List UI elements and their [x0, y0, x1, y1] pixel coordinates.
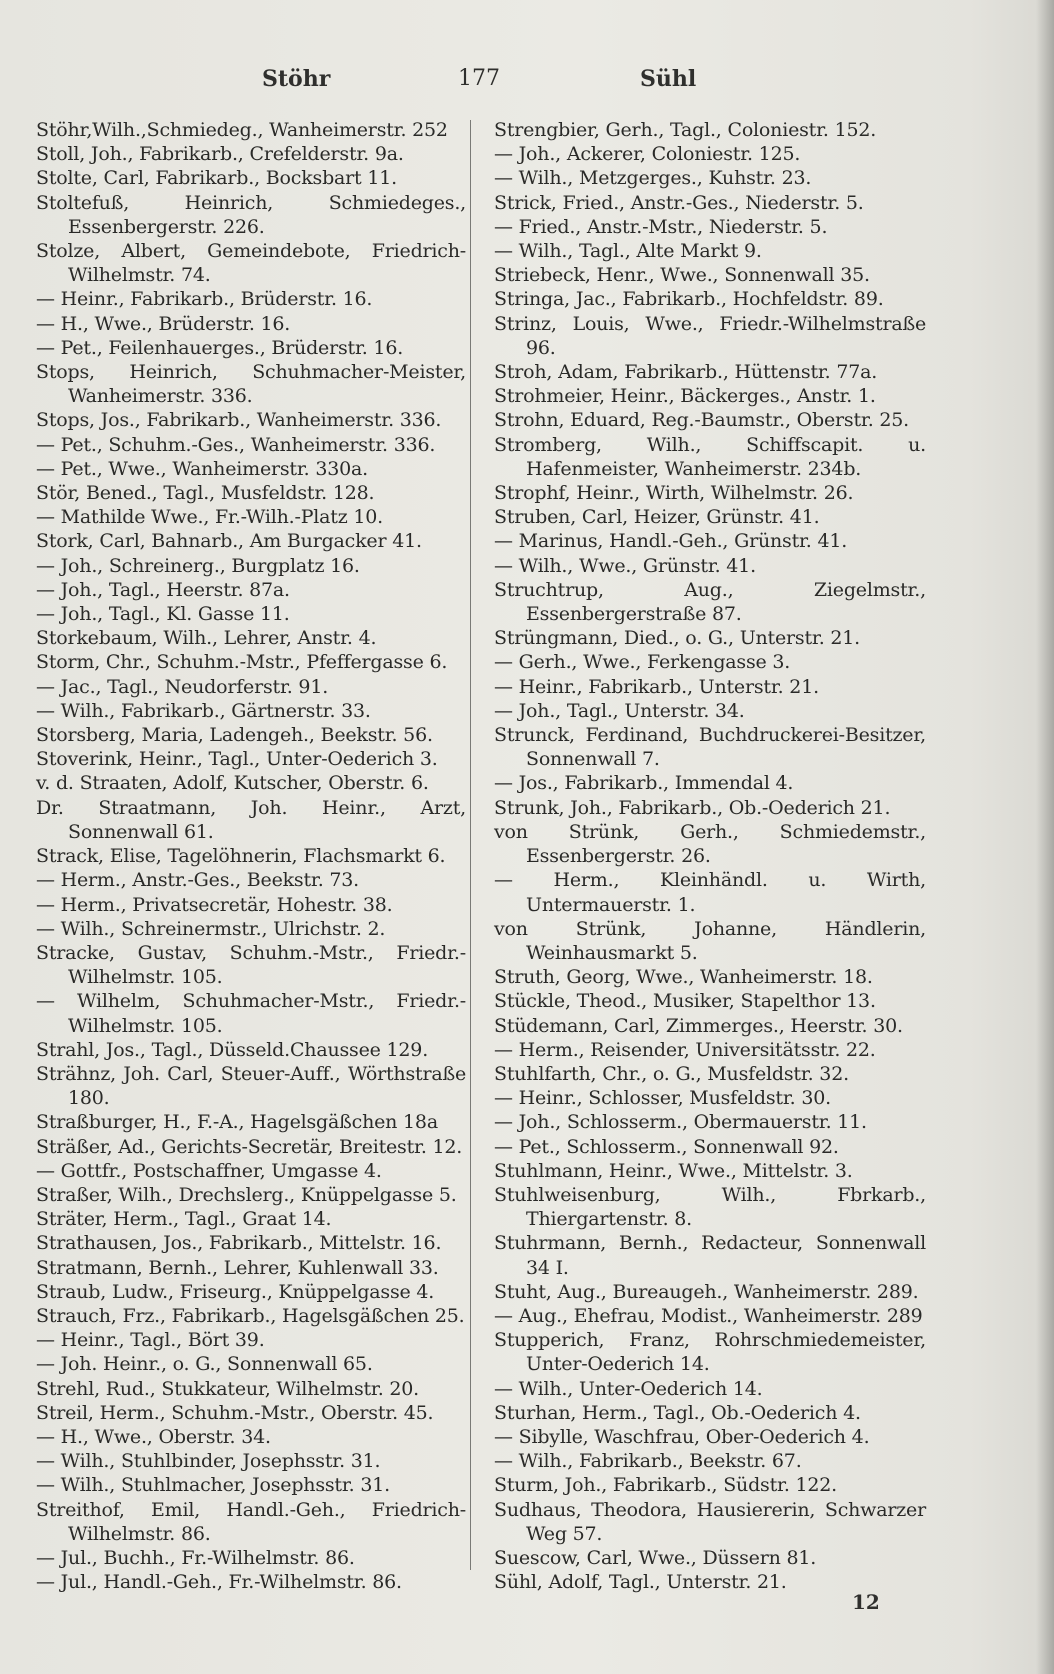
directory-entry: Streil, Herm., Schuhm.-Mstr., Oberstr. 45.	[36, 1401, 434, 1424]
directory-entry: Strick, Fried., Anstr.-Ges., Niederstr. 5.	[494, 191, 864, 214]
directory-entry: Stoll, Joh., Fabrikarb., Crefelderstr. 9a.	[36, 143, 404, 166]
directory-entry: Strengbier, Gerh., Tagl., Coloniestr. 152.	[494, 119, 877, 141]
directory-entry: Stuhrmann, Bernh., Redacteur, Sonnenwall 34 I.	[494, 1232, 926, 1279]
directory-entry: Stoltefuß, Heinrich, Schmiedeges., Essenbergerstr. 226.	[36, 191, 466, 238]
directory-entry: — Herm., Reisender, Universitätsstr. 22.	[494, 1038, 876, 1061]
directory-entry: — Wilh., Wwe., Grünstr. 41.	[494, 554, 756, 577]
directory-entry: Stückle, Theod., Musiker, Stapelthor 13.	[494, 990, 876, 1013]
directory-entry: Stringa, Jac., Fabrikarb., Hochfeldstr. 89.	[494, 288, 884, 311]
page-number: 177	[458, 66, 500, 91]
directory-entry: Sträßer, Ad., Gerichts-Secretär, Breitestr. 12.	[36, 1135, 463, 1158]
directory-entry: Strinz, Louis, Wwe., Friedr.-Wilhelmstraße 96.	[494, 312, 926, 359]
directory-entry: Strathausen, Jos., Fabrikarb., Mittelstr. 16.	[36, 1232, 442, 1255]
directory-entry: — Herm., Kleinhändl. u. Wirth, Untermauerstr. 1.	[494, 869, 926, 916]
directory-entry: Stuhlmann, Heinr., Wwe., Mittelstr. 3.	[494, 1159, 853, 1182]
directory-entry: Strehl, Rud., Stukkateur, Wilhelmstr. 20.	[36, 1377, 420, 1400]
directory-entry: — Fried., Anstr.-Mstr., Niederstr. 5.	[494, 215, 828, 238]
directory-entry: — Jul., Handl.-Geh., Fr.-Wilhelmstr. 86.	[36, 1571, 402, 1594]
directory-entry: Storsberg, Maria, Ladengeh., Beekstr. 56.	[36, 724, 433, 747]
directory-entry: — Wilh., Schreinermstr., Ulrichstr. 2.	[36, 917, 386, 940]
directory-entry: — Joh., Tagl., Unterstr. 34.	[494, 699, 745, 722]
directory-entry: Stops, Heinrich, Schuhmacher-Meister, Wanheimerstr. 336.	[36, 361, 466, 408]
directory-entry: Sudhaus, Theodora, Hausiererin, Schwarzer Weg 57.	[494, 1498, 926, 1545]
directory-entry: — Marinus, Handl.-Geh., Grünstr. 41.	[494, 530, 848, 553]
directory-entry: — Wilh., Tagl., Alte Markt 9.	[494, 240, 762, 263]
directory-entry: Struth, Georg, Wwe., Wanheimerstr. 18.	[494, 966, 873, 989]
directory-entry: — Joh., Tagl., Heerstr. 87a.	[36, 578, 290, 601]
directory-entry: — Wilh., Metzgerges., Kuhstr. 23.	[494, 167, 812, 190]
directory-entry: — Joh., Schreinerg., Burgplatz 16.	[36, 554, 360, 577]
sheet-signature: 12	[852, 1590, 880, 1614]
directory-entry: Sturhan, Herm., Tagl., Ob.-Oederich 4.	[494, 1401, 861, 1424]
directory-entry: Stuht, Aug., Bureaugeh., Wanheimerstr. 289.	[494, 1280, 919, 1303]
directory-entry: Straßer, Wilh., Drechslerg., Knüppelgasse 5.	[36, 1183, 457, 1206]
directory-entry: — Herm., Privatsecretär, Hohestr. 38.	[36, 893, 393, 916]
left-column	[36, 118, 466, 1594]
directory-entry: — Wilh., Stuhlbinder, Josephsstr. 31.	[36, 1450, 381, 1473]
directory-entry: Stöhr,Wilh.,Schmiedeg., Wanheimerstr. 252	[36, 119, 448, 141]
directory-entry: Stork, Carl, Bahnarb., Am Burgacker 41.	[36, 530, 422, 553]
page-edge-shadow	[1036, 0, 1054, 1674]
directory-entry: — Heinr., Fabrikarb., Brüderstr. 16.	[36, 288, 373, 311]
directory-entry: v. d. Straaten, Adolf, Kutscher, Oberstr. 6.	[36, 772, 429, 795]
directory-entry: — Heinr., Schlosser, Musfeldstr. 30.	[494, 1087, 831, 1110]
directory-entry: Strohn, Eduard, Reg.-Baumstr., Oberstr. 25.	[494, 409, 910, 432]
directory-entry: — Pet., Feilenhauerges., Brüderstr. 16.	[36, 336, 404, 359]
directory-entry: Struben, Carl, Heizer, Grünstr. 41.	[494, 506, 820, 529]
directory-entry: Sühl, Adolf, Tagl., Unterstr. 21.	[494, 1571, 787, 1594]
directory-entry: Sturm, Joh., Fabrikarb., Südstr. 122.	[494, 1474, 838, 1497]
directory-entry: — Gottfr., Postschaffner, Umgasse 4.	[36, 1159, 382, 1182]
directory-entry: — Sibylle, Waschfrau, Ober-Oederich 4.	[494, 1425, 870, 1448]
directory-entry: — Pet., Schlosserm., Sonnenwall 92.	[494, 1135, 839, 1158]
directory-entry: — Jul., Buchh., Fr.-Wilhelmstr. 86.	[36, 1546, 355, 1569]
directory-entry: — Wilh., Fabrikarb., Beekstr. 67.	[494, 1450, 802, 1473]
directory-entry: Straub, Ludw., Friseurg., Knüppelgasse 4.	[36, 1280, 435, 1303]
directory-entry: Dr. Straatmann, Joh. Heinr., Arzt, Sonnenwall 61.	[36, 796, 466, 843]
directory-entry: Strüngmann, Died., o. G., Unterstr. 21.	[494, 627, 860, 650]
directory-entry: Strunck, Ferdinand, Buchdruckerei-Besitzer, Sonnenwall 7.	[494, 724, 926, 771]
directory-entry: Strophf, Heinr., Wirth, Wilhelmstr. 26.	[494, 482, 854, 505]
page-header	[0, 66, 1054, 100]
directory-entry: Strohmeier, Heinr., Bäckerges., Anstr. 1.	[494, 385, 876, 408]
directory-entry: Stops, Jos., Fabrikarb., Wanheimerstr. 336.	[36, 409, 442, 432]
directory-entry: Straßburger, H., F.-A., Hagelsgäßchen 18a	[36, 1111, 438, 1134]
directory-entry: Sträter, Herm., Tagl., Graat 14.	[36, 1208, 332, 1231]
directory-entry: — Wilhelm, Schuhmacher-Mstr., Friedr.-Wilhelmstr. 105.	[36, 990, 466, 1037]
directory-entry: Stuhlweisenburg, Wilh., Fbrkarb., Thiergartenstr. 8.	[494, 1183, 926, 1231]
directory-entry: Storm, Chr., Schuhm.-Mstr., Pfeffergasse 6.	[36, 651, 448, 674]
directory-entry: — Gerh., Wwe., Ferkengasse 3.	[494, 651, 791, 674]
right-column	[494, 118, 926, 1594]
directory-entry: — Herm., Anstr.-Ges., Beekstr. 73.	[36, 869, 360, 892]
directory-entry: Stroh, Adam, Fabrikarb., Hüttenstr. 77a.	[494, 361, 878, 384]
directory-entry: Stratmann, Bernh., Lehrer, Kuhlenwall 33.	[36, 1256, 439, 1279]
directory-entry: Stromberg, Wilh., Schiffscapit. u. Hafenmeister, Wanheimerstr. 234b.	[494, 433, 926, 480]
directory-entry: Strauch, Frz., Fabrikarb., Hagelsgäßchen 25.	[36, 1304, 465, 1327]
directory-entry: Streithof, Emil, Handl.-Geh., Friedrich-Wilhelmstr. 86.	[36, 1498, 466, 1545]
directory-entry: von Strünk, Gerh., Schmiedemstr., Essenbergerstr. 26.	[494, 820, 926, 868]
directory-entry: — Wilh., Unter-Oederich 14.	[494, 1377, 763, 1400]
directory-entry: Stolte, Carl, Fabrikarb., Bocksbart 11.	[36, 167, 397, 190]
directory-entry: — Heinr., Tagl., Bört 39.	[36, 1329, 265, 1352]
directory-entry: Stupperich, Franz, Rohrschmiedemeister, Unter-Oederich 14.	[494, 1329, 926, 1376]
directory-entry: — Jos., Fabrikarb., Immendal 4.	[494, 772, 794, 795]
directory-entry: — Jac., Tagl., Neudorferstr. 91.	[36, 675, 329, 698]
directory-entry: Suescow, Carl, Wwe., Düssern 81.	[494, 1546, 817, 1569]
directory-entry: Stuhlfarth, Chr., o. G., Musfeldstr. 32.	[494, 1062, 849, 1085]
directory-entry: — Heinr., Fabrikarb., Unterstr. 21.	[494, 675, 819, 698]
directory-entry: Storkebaum, Wilh., Lehrer, Anstr. 4.	[36, 627, 377, 650]
directory-entry: Stolze, Albert, Gemeindebote, Friedrich-Wilhelmstr. 74.	[36, 240, 466, 287]
directory-entry: Stracke, Gustav, Schuhm.-Mstr., Friedr.-Wilhelmstr. 105.	[36, 941, 466, 989]
directory-entry: Strähnz, Joh. Carl, Steuer-Auff., Wörthstraße 180.	[36, 1062, 466, 1110]
directory-entry: — H., Wwe., Brüderstr. 16.	[36, 312, 291, 335]
directory-entry: — Pet., Wwe., Wanheimerstr. 330a.	[36, 457, 368, 480]
directory-entry: — Mathilde Wwe., Fr.-Wilh.-Platz 10.	[36, 506, 383, 529]
directory-entry: — Aug., Ehefrau, Modist., Wanheimerstr. 289	[494, 1304, 923, 1327]
column-divider	[470, 120, 471, 1570]
directory-entry: Strunk, Joh., Fabrikarb., Ob.-Oederich 21.	[494, 796, 891, 819]
directory-entry: Stüdemann, Carl, Zimmerges., Heerstr. 30.	[494, 1014, 903, 1037]
directory-entry: — Pet., Schuhm.-Ges., Wanheimerstr. 336.	[36, 433, 436, 456]
directory-entry: von Strünk, Johanne, Händlerin, Weinhausmarkt 5.	[494, 917, 926, 964]
directory-entry: — Joh., Tagl., Kl. Gasse 11.	[36, 603, 290, 626]
directory-entry: — Joh., Schlosserm., Obermauerstr. 11.	[494, 1111, 867, 1134]
directory-entry: — H., Wwe., Oberstr. 34.	[36, 1425, 271, 1448]
directory-entry: — Wilh., Fabrikarb., Gärtnerstr. 33.	[36, 699, 371, 722]
header-left-keyword: Stöhr	[262, 66, 331, 92]
directory-entry: Strahl, Jos., Tagl., Düsseld.Chaussee 129.	[36, 1038, 429, 1061]
directory-entry: Strack, Elise, Tagelöhnerin, Flachsmarkt 6.	[36, 845, 446, 868]
header-right-keyword: Sühl	[640, 66, 697, 92]
directory-entry: — Joh., Ackerer, Coloniestr. 125.	[494, 143, 801, 166]
directory-entry: Struchtrup, Aug., Ziegelmstr., Essenbergerstraße 87.	[494, 578, 926, 626]
directory-entry: Stör, Bened., Tagl., Musfeldstr. 128.	[36, 482, 375, 505]
directory-entry: — Wilh., Stuhlmacher, Josephsstr. 31.	[36, 1474, 390, 1497]
directory-entry: Striebeck, Henr., Wwe., Sonnenwall 35.	[494, 264, 870, 287]
directory-entry: — Joh. Heinr., o. G., Sonnenwall 65.	[36, 1353, 373, 1376]
directory-entry: Stoverink, Heinr., Tagl., Unter-Oederich 3.	[36, 748, 438, 771]
